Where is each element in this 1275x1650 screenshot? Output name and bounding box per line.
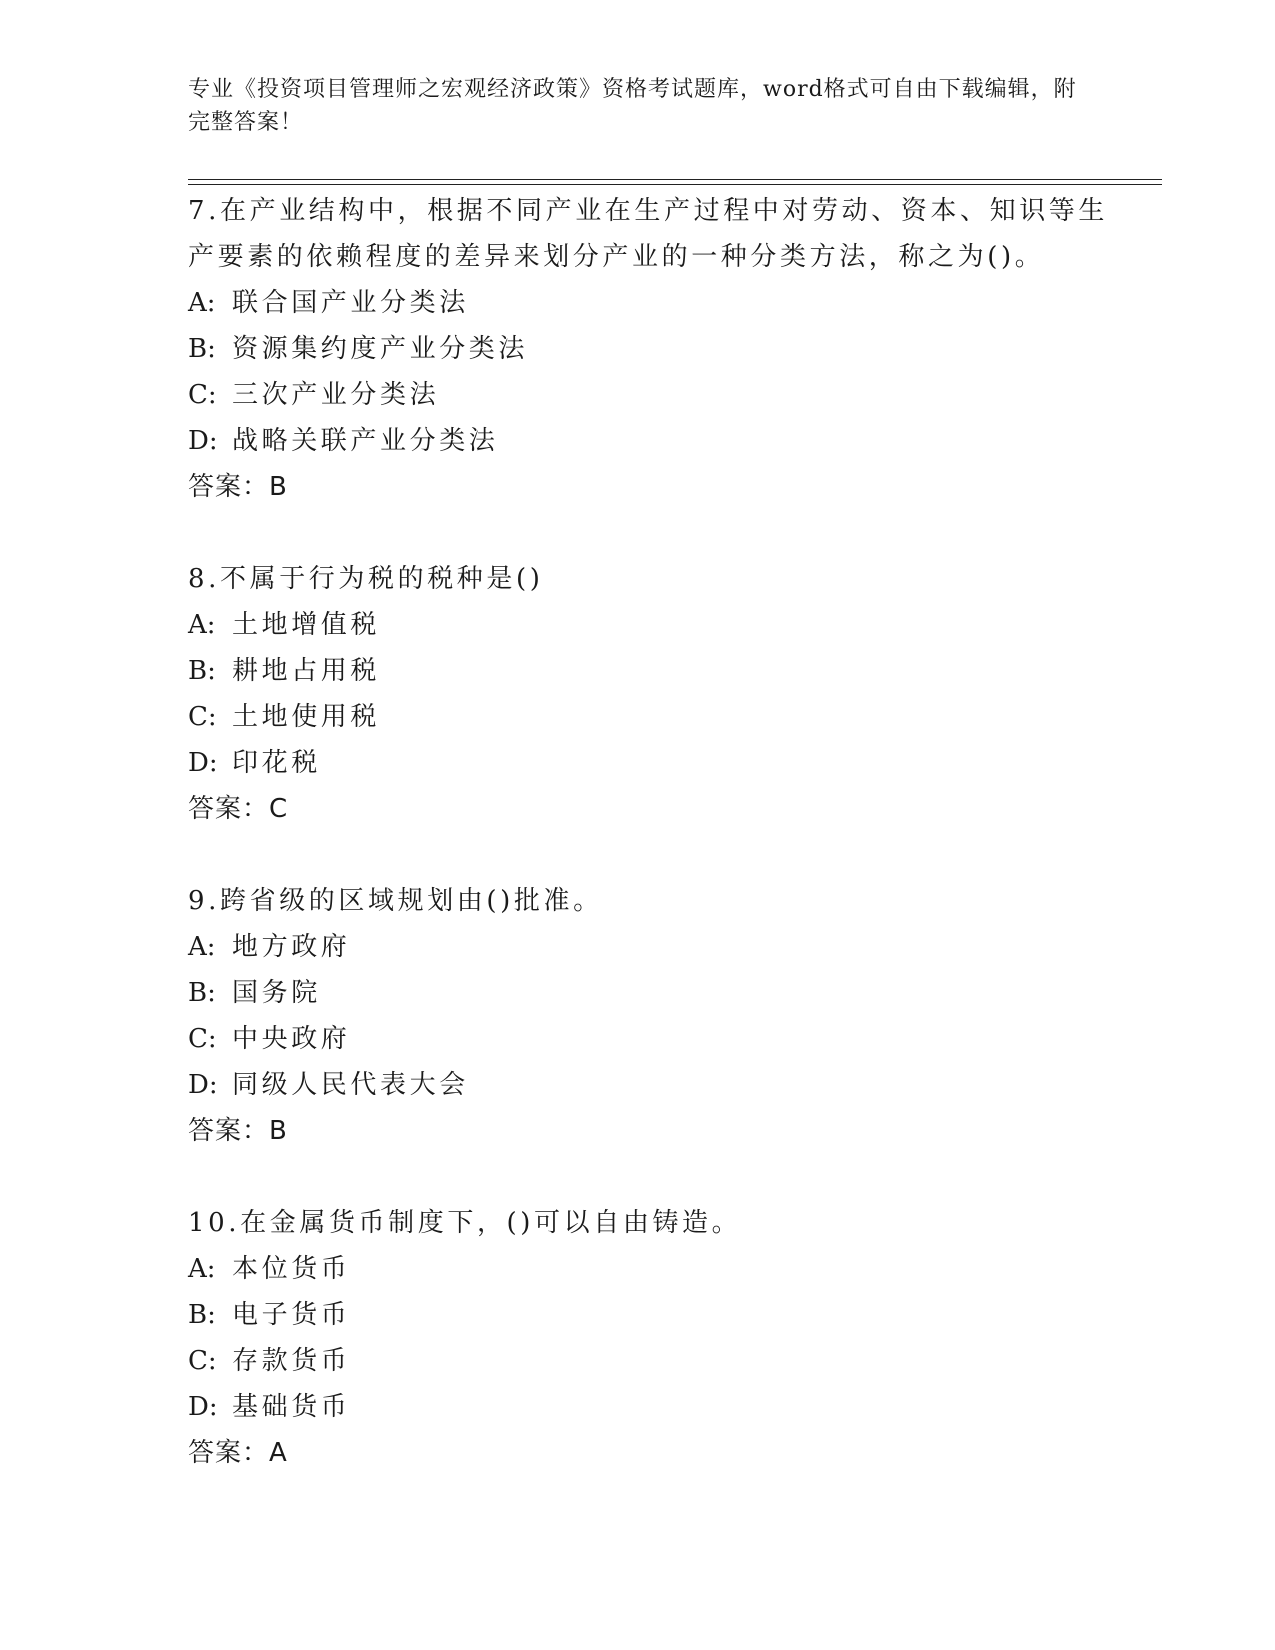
answer-line: 答案：C [188, 794, 289, 824]
option-a [188, 1246, 1108, 1292]
option-a [188, 602, 1108, 648]
answer-line: 答案：A [188, 1438, 288, 1468]
question-9 [188, 878, 1108, 1154]
question-stem: 8.不属于行为税的税种是() [188, 564, 544, 594]
option-letter: C: [188, 380, 217, 410]
option-letter: D: [188, 1392, 218, 1422]
option-text: 联合国产业分类法 [232, 288, 469, 318]
option-a [188, 280, 1108, 326]
question-list [188, 188, 1108, 1522]
option-text: 战略关联产业分类法 [232, 426, 499, 456]
option-a [188, 924, 1108, 970]
option-text: 土地增值税 [232, 610, 381, 640]
option-c [188, 372, 1108, 418]
option-text: 印花税 [232, 748, 321, 778]
question-stem: 9.跨省级的区域规划由()批准。 [188, 886, 603, 916]
answer-line: 答案：B [188, 472, 288, 502]
option-letter: A: [188, 288, 216, 318]
option-c [188, 1338, 1108, 1384]
option-text: 耕地占用税 [232, 656, 381, 686]
option-letter: C: [188, 1024, 217, 1054]
option-text: 中央政府 [232, 1024, 351, 1054]
option-letter: B: [188, 334, 216, 364]
answer-line: 答案：B [188, 1116, 288, 1146]
option-text: 电子货币 [232, 1300, 351, 1330]
header-divider-bottom [188, 184, 1162, 185]
option-letter: A: [188, 932, 216, 962]
option-c [188, 694, 1108, 740]
option-letter: B: [188, 978, 216, 1008]
question-10 [188, 1200, 1108, 1476]
option-text: 地方政府 [232, 932, 351, 962]
question-stem: 7.在产业结构中，根据不同产业在生产过程中对劳动、资本、知识等生产要素的依赖程度的差异来划分产业的一种分类方法，称之为()。 [188, 196, 1109, 272]
option-text: 基础货币 [232, 1392, 351, 1422]
option-b [188, 648, 1108, 694]
option-letter: C: [188, 1346, 217, 1376]
question-stem: 10.在金属货币制度下，()可以自由铸造。 [188, 1208, 742, 1238]
option-letter: A: [188, 1254, 216, 1284]
option-d [188, 1384, 1108, 1430]
option-letter: C: [188, 702, 217, 732]
option-b [188, 970, 1108, 1016]
option-text: 同级人民代表大会 [232, 1070, 469, 1100]
option-text: 土地使用税 [232, 702, 381, 732]
option-letter: D: [188, 1070, 218, 1100]
option-d [188, 418, 1108, 464]
option-text: 三次产业分类法 [232, 380, 440, 410]
option-b [188, 326, 1108, 372]
document-header: 专业《投资项目管理师之宏观经济政策》资格考试题库，word格式可自由下载编辑，附完整答案！ [188, 77, 1077, 135]
option-b [188, 1292, 1108, 1338]
option-text: 存款货币 [232, 1346, 351, 1376]
option-letter: B: [188, 656, 216, 686]
option-letter: B: [188, 1300, 216, 1330]
option-text: 国务院 [232, 978, 321, 1008]
header-divider-top [188, 179, 1162, 180]
question-8 [188, 556, 1108, 832]
option-d [188, 1062, 1108, 1108]
option-d [188, 740, 1108, 786]
option-text: 资源集约度产业分类法 [232, 334, 529, 364]
question-7 [188, 188, 1108, 510]
option-letter: A: [188, 610, 216, 640]
option-letter: D: [188, 748, 218, 778]
option-text: 本位货币 [232, 1254, 351, 1284]
option-c [188, 1016, 1108, 1062]
option-letter: D: [188, 426, 218, 456]
